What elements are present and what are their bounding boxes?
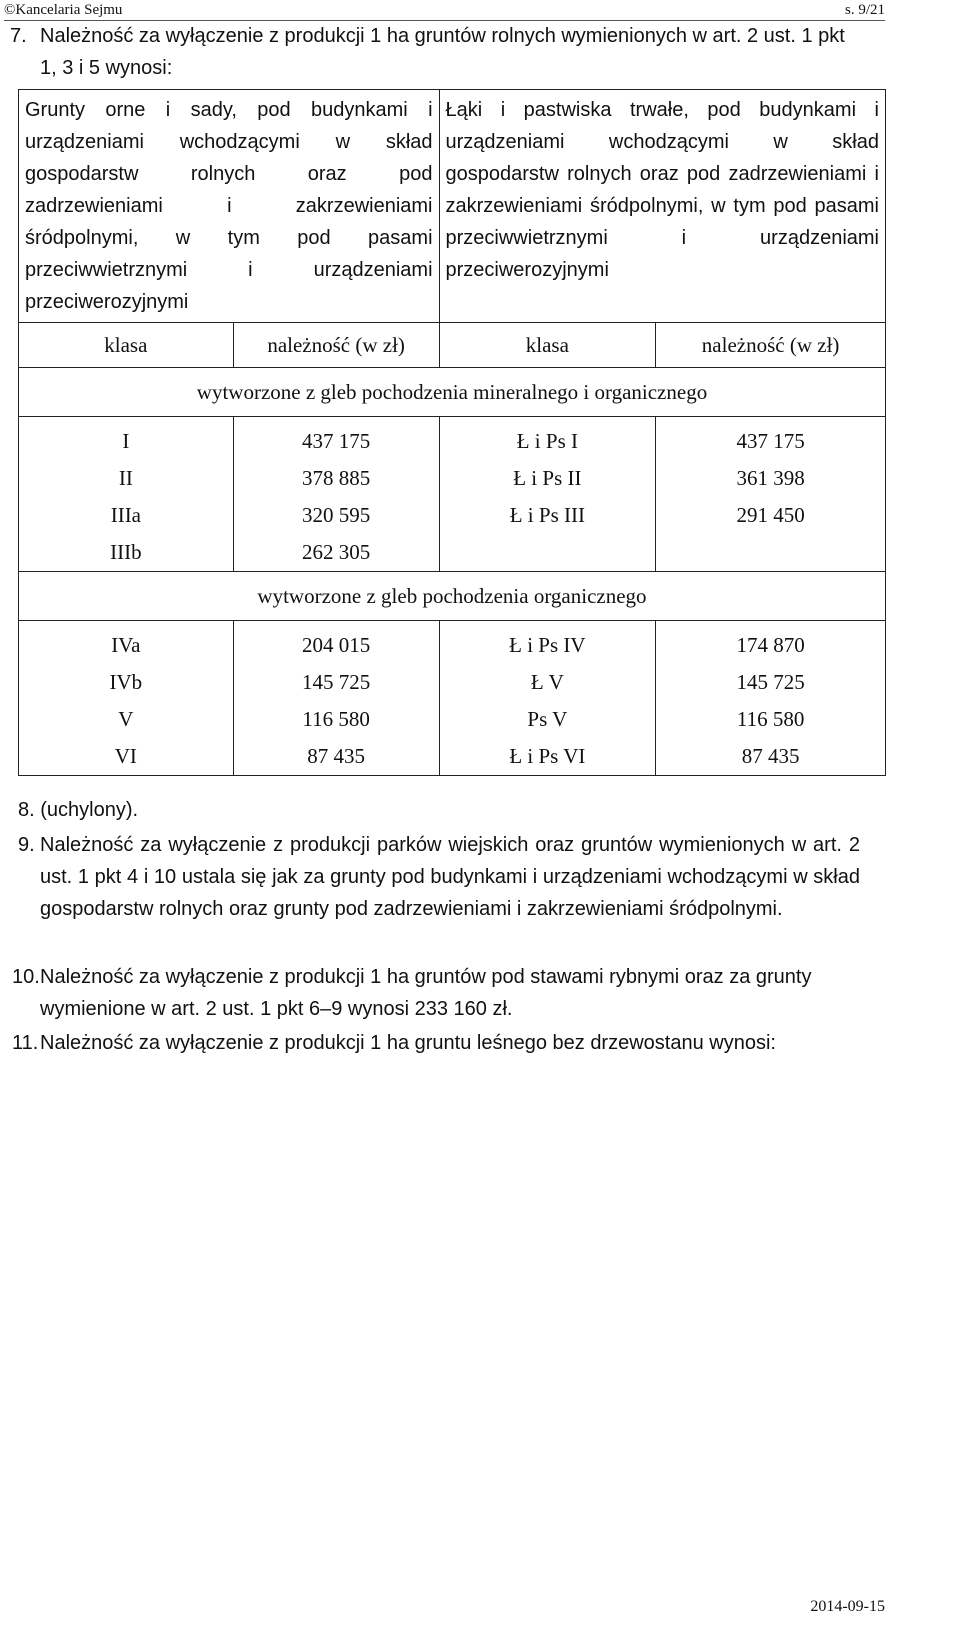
table-head-row: [19, 90, 886, 323]
cell-class: I: [19, 417, 234, 461]
cell-fee: 437 175: [656, 417, 886, 461]
cell-class: VI: [19, 738, 234, 776]
cell-fee: 145 725: [656, 664, 886, 701]
table-row: [19, 534, 886, 572]
section-row: [19, 368, 886, 417]
cell-fee: 87 435: [656, 738, 886, 776]
col-klasa-right: klasa: [439, 323, 656, 368]
col-naleznosc-left: należność (w zł): [233, 323, 439, 368]
paragraph-8: 8. (uchylony).: [18, 799, 139, 821]
cell-class: V: [19, 701, 234, 738]
cell-fee: 262 305: [233, 534, 439, 572]
paragraph-9: Należność za wyłączenie z produkcji parków wiejskich oraz gruntów wymienionych w art. 2 ust. 1 pkt 4 i 10 ustala się jak za grunty pod budynkami i urządzeniami wchodzącymi w skład gospodarstw rolnych oraz grunty pod zadrzewieniami i zakrzewieniami śródpolnymi.: [40, 834, 860, 920]
cell-fee: 116 580: [656, 701, 886, 738]
section-mineral-organic: wytworzone z gleb pochodzenia mineralnego i organicznego: [19, 368, 886, 417]
cell-class: Ł i Ps I: [439, 417, 656, 461]
cell-class: Ł i Ps IV: [439, 621, 656, 665]
head-meadows-pastures: Łąki i pastwiska trwałe, pod budynkami i urządzeniami wchodzącymi w skład gospodarstw rolnych oraz pod zadrzewieniami i zakrzewieniami śródpolnymi, w tym pod pasami przeciwwietrznymi i urządzeniami przeciwerozyjnymi: [439, 90, 885, 323]
cell-fee: 320 595: [233, 497, 439, 534]
cell-class: Ps V: [439, 701, 656, 738]
cell-fee: 116 580: [233, 701, 439, 738]
table-row: [19, 664, 886, 701]
cell-fee: 174 870: [656, 621, 886, 665]
cell-class: IIIa: [19, 497, 234, 534]
cell-class: Ł i Ps II: [439, 460, 656, 497]
cell-class: IVb: [19, 664, 234, 701]
paragraph-11-number: 11.: [12, 1032, 39, 1054]
cell-fee: [656, 534, 886, 572]
fee-table: [18, 89, 886, 776]
table-row: [19, 621, 886, 665]
table-row: [19, 738, 886, 776]
cell-class: Ł V: [439, 664, 656, 701]
cell-class: IIIb: [19, 534, 234, 572]
cell-fee: 204 015: [233, 621, 439, 665]
cell-fee: 361 398: [656, 460, 886, 497]
table-row: [19, 701, 886, 738]
section-organic: wytworzone z gleb pochodzenia organicznego: [19, 572, 886, 621]
header-source: ©Kancelaria Sejmu: [4, 2, 123, 18]
col-naleznosc-right: należność (w zł): [656, 323, 886, 368]
paragraph-7: Należność za wyłączenie z produkcji 1 ha gruntów rolnych wymienionych w art. 2 ust. 1 pkt 1, 3 i 5 wynosi:: [40, 25, 845, 79]
col-klasa-left: klasa: [19, 323, 234, 368]
paragraph-10-number: 10.: [12, 966, 40, 988]
cell-fee: 291 450: [656, 497, 886, 534]
head-arable-land: Grunty orne i sady, pod budynkami i urządzeniami wchodzącymi w skład gospodarstw rolnych oraz pod zadrzewieniami i zakrzewieniami śródpolnymi, w tym pod pasami przeciwwietrznymi i urządzeniami przeciwerozyjnymi: [19, 90, 440, 323]
cell-fee: 145 725: [233, 664, 439, 701]
paragraph-11: Należność za wyłączenie z produkcji 1 ha gruntu leśnego bez drzewostanu wynosi:: [40, 1032, 776, 1054]
cell-fee: 437 175: [233, 417, 439, 461]
cell-class: Ł i Ps VI: [439, 738, 656, 776]
cell-class: [439, 534, 656, 572]
cell-class: II: [19, 460, 234, 497]
cell-class: IVa: [19, 621, 234, 665]
table-row: [19, 460, 886, 497]
cell-class: Ł i Ps III: [439, 497, 656, 534]
footer-date: 2014-09-15: [810, 1598, 885, 1615]
table-row: [19, 497, 886, 534]
paragraph-7-number: 7.: [10, 25, 27, 47]
cell-fee: 378 885: [233, 460, 439, 497]
section-row: [19, 572, 886, 621]
table-row: [19, 417, 886, 461]
cell-fee: 87 435: [233, 738, 439, 776]
column-header-row: [19, 323, 886, 368]
paragraph-10: Należność za wyłączenie z produkcji 1 ha gruntów pod stawami rybnymi oraz za grunty wymienione w art. 2 ust. 1 pkt 6–9 wynosi 233 160 zł.: [40, 966, 812, 1020]
paragraph-9-number: 9.: [18, 834, 35, 856]
header-page-number: s. 9/21: [844, 2, 885, 18]
